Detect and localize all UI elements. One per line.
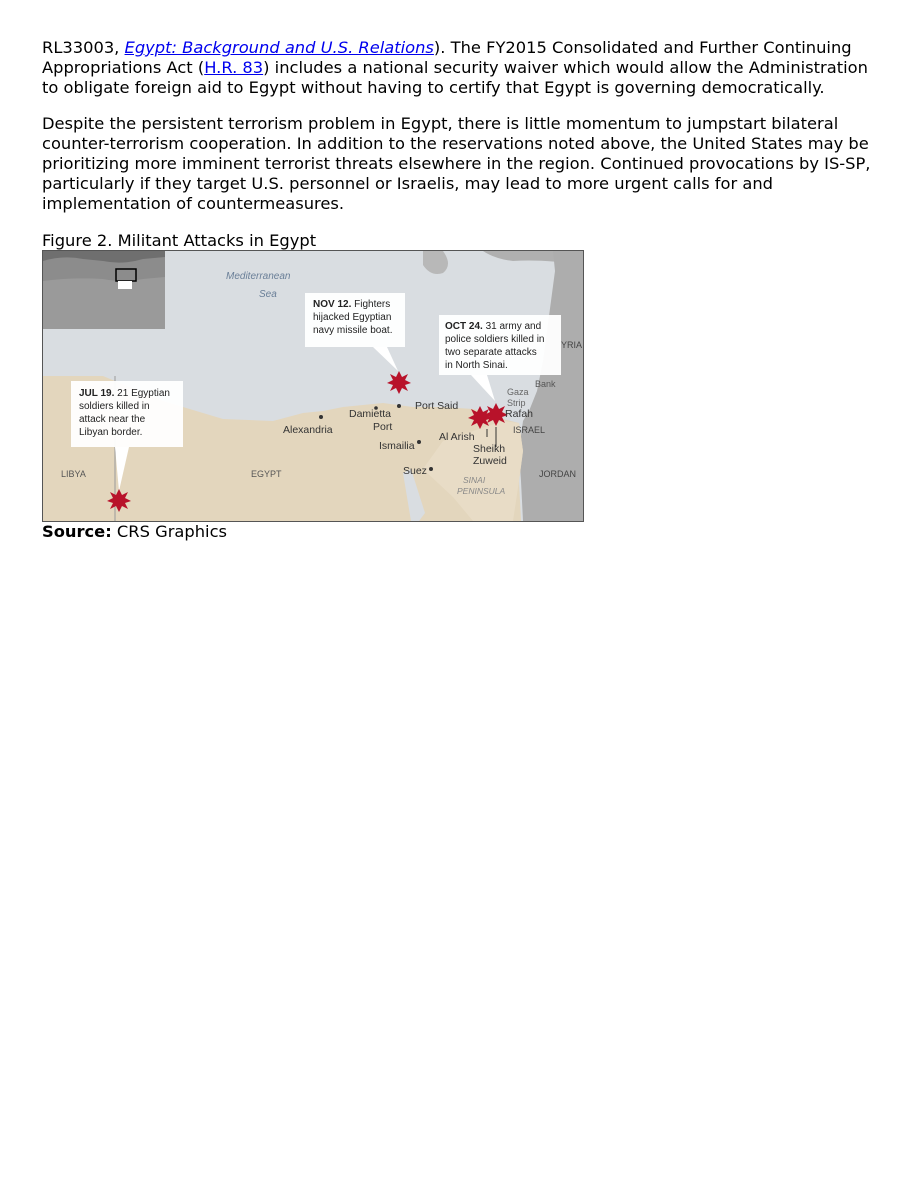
city-dot-ismailia xyxy=(417,440,421,444)
source-label: Source: xyxy=(42,522,112,541)
para1-mid: ). The FY2015 Consolidated and Further Continuing Appropriations Act ( xyxy=(42,38,852,77)
sea-label-line2: Sea xyxy=(259,289,277,300)
city-dot-alexandria xyxy=(319,415,323,419)
label-sheikh: Sheikh xyxy=(473,443,506,455)
callout-nov12-text1: Fighters xyxy=(351,299,391,310)
label-peninsula: PENINSULA xyxy=(457,486,506,496)
callout-oct24-line4: in North Sinai. xyxy=(445,360,508,371)
figure-title: Figure 2. Militant Attacks in Egypt xyxy=(42,231,317,250)
callout-oct24-line3: two separate attacks xyxy=(445,347,537,358)
city-dot-port-said xyxy=(397,404,401,408)
paragraph-1 xyxy=(42,38,872,98)
callout-oct24-line2: police soldiers killed in xyxy=(445,334,545,345)
label-zuweid: Zuweid xyxy=(473,455,507,467)
callout-jul19-line2: soldiers killed in xyxy=(79,401,150,412)
callout-jul19-text1: 21 Egyptian xyxy=(114,388,170,399)
callout-nov12-line3: navy missile boat. xyxy=(313,325,393,336)
militant-attacks-map xyxy=(42,250,584,522)
callout-jul19-line1 xyxy=(79,388,170,399)
label-sinai: SINAI xyxy=(463,475,486,485)
figure-source xyxy=(42,522,872,542)
callout-nov12-date: NOV 12. xyxy=(313,299,352,310)
sea-label-line1: Mediterranean xyxy=(226,271,291,282)
callout-jul19-date: JUL 19. xyxy=(79,388,115,399)
label-alexandria: Alexandria xyxy=(283,424,333,436)
callout-jul19-line4: Libyan border. xyxy=(79,427,143,438)
label-port-said: Port Said xyxy=(415,400,459,412)
label-gaza: Gaza xyxy=(507,387,529,397)
link-hr-83[interactable]: H.R. 83 xyxy=(204,58,264,77)
label-al-arish: Al Arish xyxy=(439,431,475,443)
label-damietta-port: Port xyxy=(373,421,393,433)
label-egypt: EGYPT xyxy=(251,469,282,479)
label-syria: YRIA xyxy=(561,340,583,350)
callout-nov12-line2: hijacked Egyptian xyxy=(313,312,392,323)
callout-oct24-text1: 31 army and xyxy=(482,321,542,332)
label-west-bank: Bank xyxy=(535,379,556,389)
city-dot-suez xyxy=(429,467,433,471)
label-libya: LIBYA xyxy=(61,469,86,479)
paragraph-2: Despite the persistent terrorism problem in Egypt, there is little momentum to jumpstart bilateral counter-terrorism cooperation. In addition to the reservations noted above, the United States may be prioritizing more imminent terrorist threats elsewhere in the region. Continued provocations by IS-SP, particularly if they target U.S. personnel or Israelis, may lead to more urgent calls for and implementation of countermeasures. xyxy=(42,114,871,213)
inset-egypt-highlight xyxy=(118,281,132,289)
label-ismailia: Ismailia xyxy=(379,440,415,452)
attack-marker-jul19 xyxy=(107,489,131,512)
callout-nov12-line1 xyxy=(313,299,390,310)
label-israel: ISRAEL xyxy=(513,425,546,435)
document-page xyxy=(42,38,872,542)
label-jordan: JORDAN xyxy=(539,469,577,479)
link-egypt-background[interactable]: Egypt: Background and U.S. Relations xyxy=(124,38,434,57)
label-gaza-strip: Strip xyxy=(507,398,526,408)
label-damietta: Damietta xyxy=(349,408,392,420)
label-rafah: Rafah xyxy=(505,408,534,420)
para1-prefix: RL33003, xyxy=(42,38,125,57)
para1-suffix: ) includes a national security waiver which would allow the Administration to obligate foreign aid to Egypt without having to certify that Egypt is governing democratically. xyxy=(42,58,868,97)
callout-oct24-line1 xyxy=(445,321,541,332)
label-suez: Suez xyxy=(403,465,427,477)
attack-marker-nov12 xyxy=(387,371,411,394)
attack-marker-alarish xyxy=(468,406,492,429)
inset-land-africa xyxy=(43,277,165,329)
source-text: CRS Graphics xyxy=(111,522,228,541)
callout-oct24-date: OCT 24. xyxy=(445,321,483,332)
callout-jul19-line3: attack near the xyxy=(79,414,146,425)
